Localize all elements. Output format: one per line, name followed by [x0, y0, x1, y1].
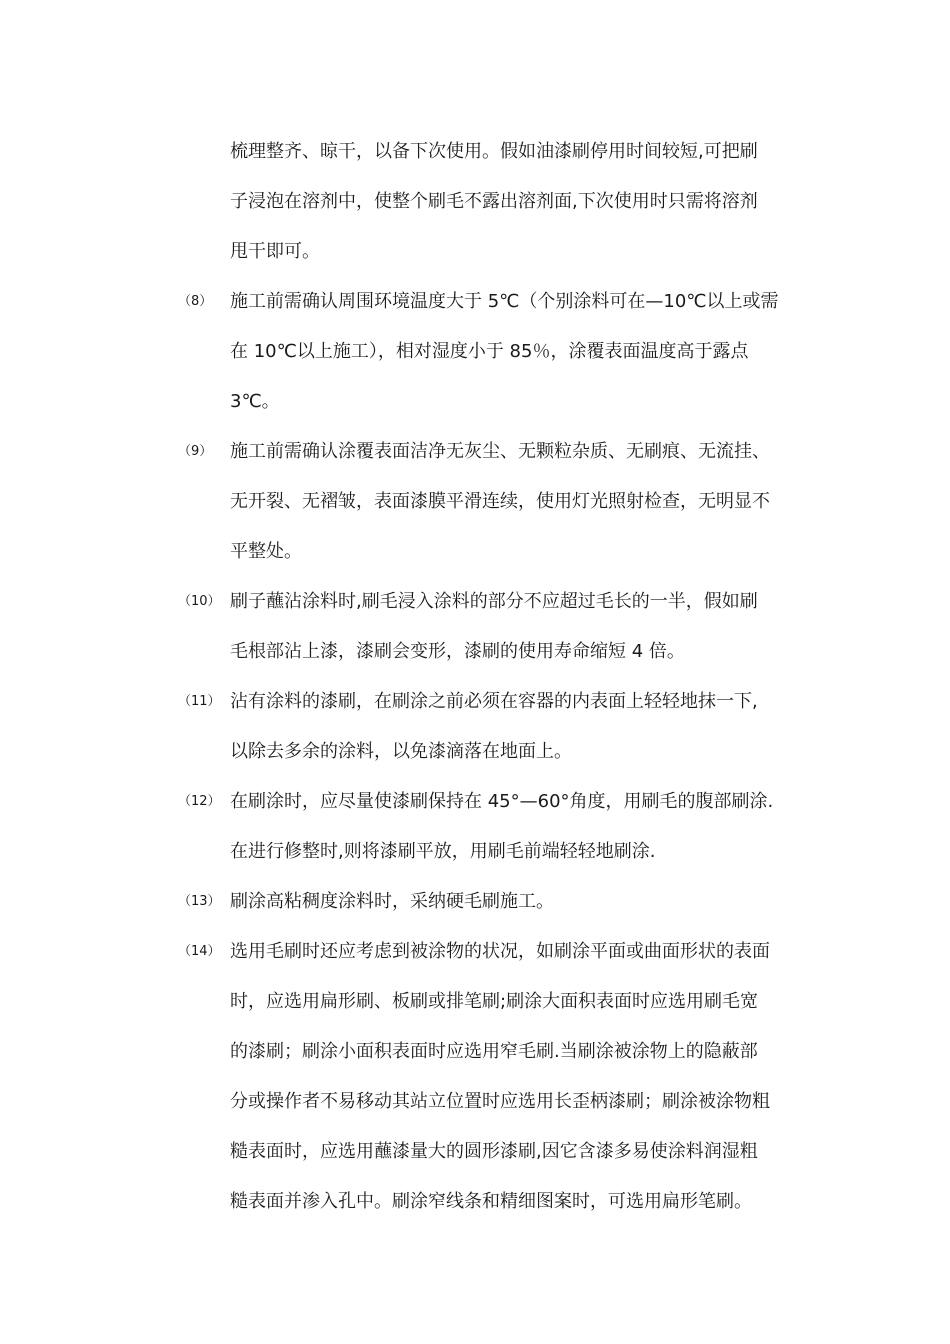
text-line: 糙表面时，应选用蘸漆量大的圆形漆刷,因它含漆多易使涂料润湿粗 — [230, 1141, 758, 1162]
item-number: （8） — [178, 294, 213, 309]
item-number: （13） — [178, 894, 221, 909]
text-line: 无开裂、无褶皱，表面漆膜平滑连续，使用灯光照射检查，无明显不 — [230, 491, 770, 512]
text-line: 毛根部沾上漆，漆刷会变形，漆刷的使用寿命缩短 4 倍。 — [230, 641, 685, 662]
text-line: 3℃。 — [230, 391, 280, 412]
item-number: （12） — [178, 794, 221, 809]
text-line: 平整处。 — [230, 541, 302, 562]
text-line: 施工前需确认涂覆表面洁净无灰尘、无颗粒杂质、无刷痕、无流挂、 — [230, 441, 770, 462]
text-line: 选用毛刷时还应考虑到被涂物的状况，如刷涂平面或曲面形状的表面 — [230, 941, 770, 962]
item-number: （14） — [178, 944, 221, 959]
text-line: 在进行修整时,则将漆刷平放，用刷毛前端轻轻地刷涂. — [230, 841, 656, 862]
text-line: 分或操作者不易移动其站立位置时应选用长歪柄漆刷；刷涂被涂物粗 — [230, 1091, 770, 1112]
text-line: 梳理整齐、晾干，以备下次使用。假如油漆刷停用时间较短,可把刷 — [230, 141, 758, 162]
text-line: 沾有涂料的漆刷，在刷涂之前必须在容器的内表面上轻轻地抹一下, — [230, 691, 758, 712]
text-line: 时，应选用扁形刷、板刷或排笔刷;刷涂大面积表面时应选用刷毛宽 — [230, 991, 759, 1012]
text-line: 在刷涂时，应尽量使漆刷保持在 45°—60°角度，用刷毛的腹部刷涂. — [230, 791, 774, 812]
text-line: 施工前需确认周围环境温度大于 5℃（个别涂料可在—10℃以上或需 — [230, 291, 779, 312]
item-number: （10） — [178, 594, 221, 609]
text-line: 子浸泡在溶剂中，使整个刷毛不露出溶剂面,下次使用时只需将溶剂 — [230, 191, 758, 212]
text-line: 甩干即可。 — [230, 241, 320, 262]
text-line: 在 10℃以上施工），相对湿度小于 85％，涂覆表面温度高于露点 — [230, 341, 749, 362]
item-number: （11） — [178, 694, 221, 709]
text-line: 以除去多余的涂料，以免漆滴落在地面上。 — [230, 741, 572, 762]
text-line: 刷子蘸沾涂料时,刷毛浸入涂料的部分不应超过毛长的一半，假如刷 — [230, 591, 758, 612]
item-number: （9） — [178, 444, 213, 459]
text-line: 糙表面并渗入孔中。刷涂窄线条和精细图案时，可选用扁形笔刷。 — [230, 1191, 752, 1212]
text-line: 刷涂高粘稠度涂料时，采纳硬毛刷施工。 — [230, 891, 554, 912]
text-line: 的漆刷；刷涂小面积表面时应选用窄毛刷.当刷涂被涂物上的隐蔽部 — [230, 1041, 758, 1062]
